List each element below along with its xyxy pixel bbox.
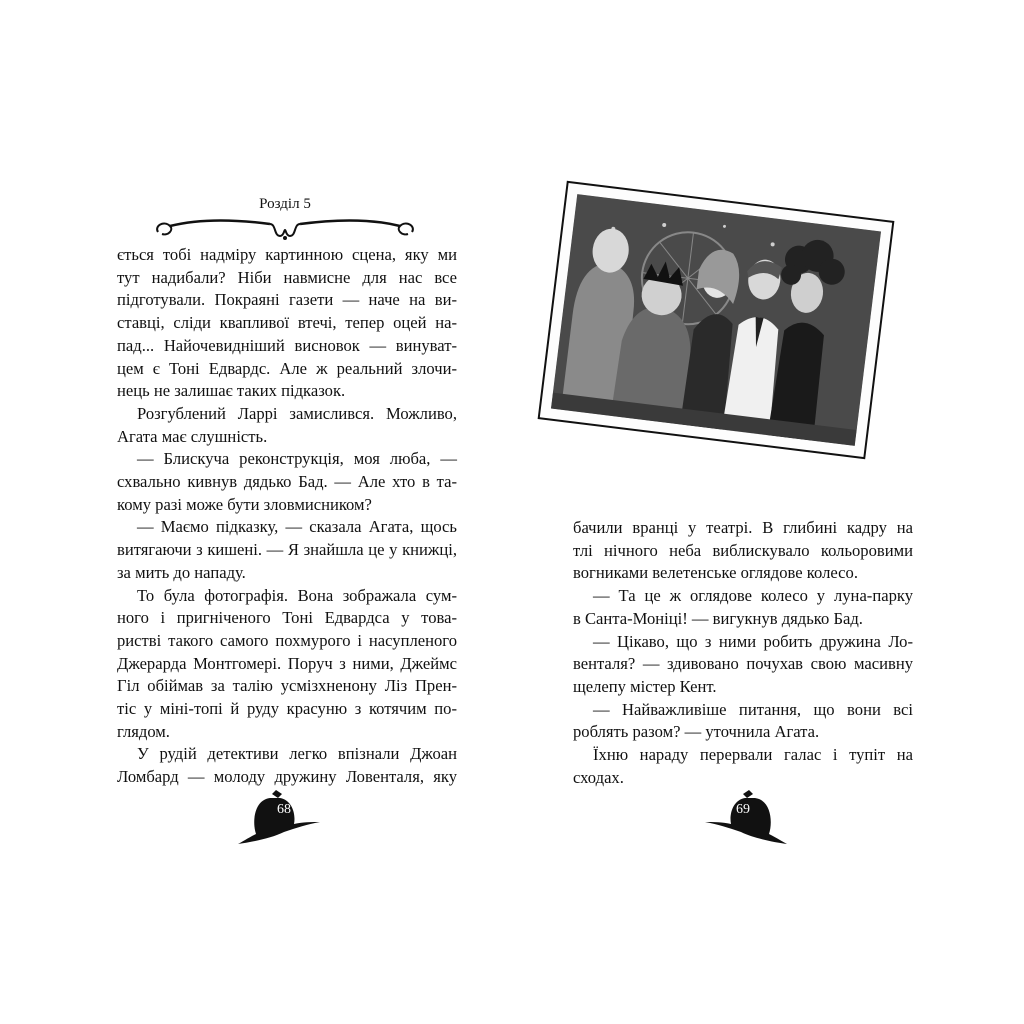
text-line: підготували. Покраяні газети — наче на ви-: [117, 290, 457, 310]
text-line: щелепу містер Кент.: [573, 676, 717, 696]
text-line: схвально кивнув дядько Бад. — Але хто в та-: [117, 472, 457, 492]
text-line: бачили вранці у театрі. В глибині кадру на: [573, 518, 913, 537]
ornament-divider-icon: [150, 214, 420, 244]
chapter-header: [150, 196, 420, 246]
text-line: венталя? — здивовано почухав свою масивну: [573, 654, 913, 674]
text-line: за мить до нападу.: [117, 562, 246, 582]
page-number: 68: [277, 802, 291, 817]
text-line: — Та це ж оглядове колесо у луна-парку: [593, 586, 913, 606]
text-line: ставці, сліди квапливої втечі, тепер оцей на-: [117, 313, 457, 333]
chapter-title: Розділ 5: [259, 196, 311, 212]
text-line: глядом.: [117, 721, 170, 741]
text-line: — Найважливіше питання, що вони всі: [593, 699, 913, 719]
text-line: нець не залишає таких підказок.: [117, 381, 346, 401]
text-line: ристві такого самого похмурого і насупленого: [117, 630, 457, 650]
right-page: [512, 0, 1024, 1024]
text-line: тлі нічного неба виблискувало кольоровими: [573, 540, 913, 560]
text-line: кому разі може бути зловмисником?: [117, 494, 372, 514]
text-line: витягаючи з кишені. — Я знайшла це у книжці,: [117, 540, 457, 560]
text-line: цем є Тоні Едвардс. Але ж реальний злочи-: [117, 358, 457, 378]
right-page-text: [573, 517, 913, 789]
text-line: роблять разом? — уточнила Агата.: [573, 722, 820, 742]
text-line: пад... Найочевидніший висновок — винуват-: [117, 335, 457, 355]
text-line: — Блискуча реконструкція, моя люба, —: [137, 449, 457, 469]
detective-hat-icon: [703, 788, 793, 848]
text-line: — Маємо підказку, — сказала Агата, щось: [137, 517, 457, 537]
text-line: ється тобі надміру картинною сцена, яку ми: [117, 245, 457, 264]
text-line: Агата має слушність.: [117, 426, 268, 446]
text-line: тіс у міні-топі й руду красуню з котячим по-: [117, 699, 457, 719]
text-line: Ломбард — молоду дружину Ловенталя, яку: [117, 767, 457, 787]
text-line: тут надибали? Ніби навмисне для нас все: [117, 267, 457, 287]
page-number-marker: [703, 788, 793, 848]
photo-drawing: [551, 194, 881, 446]
group-photo-illustration: [538, 181, 895, 459]
page-number-marker: [232, 788, 322, 848]
text-line: в Санта-Моніці! — вигукнув дядько Бад.: [573, 608, 863, 628]
text-line: Гіл обіймав за талію усмізхненону Ліз Прен-: [117, 676, 457, 696]
photo-image: [551, 194, 881, 446]
text-line: Розгублений Ларрі замислився. Можливо,: [137, 403, 457, 423]
text-line: сходах.: [573, 767, 624, 787]
text-line: Їхню нараду перервали галас і тупіт на: [593, 745, 913, 765]
text-line: вогниками велетенське оглядове колесо.: [573, 563, 858, 583]
text-line: У рудій детективи легко впізнали Джоан: [137, 744, 457, 764]
page-number: 69: [736, 802, 750, 817]
detective-hat-icon: [232, 788, 322, 848]
text-line: Джерарда Монтгомері. Поруч з ними, Джеймс: [117, 653, 457, 673]
text-line: ного і пригніченого Тоні Едвардса у това-: [117, 608, 457, 628]
text-line: — Цікаво, що з ними робить дружина Ло-: [593, 631, 913, 651]
left-page-text: [117, 244, 457, 789]
text-line: То була фотографія. Вона зображала сум-: [137, 585, 457, 605]
